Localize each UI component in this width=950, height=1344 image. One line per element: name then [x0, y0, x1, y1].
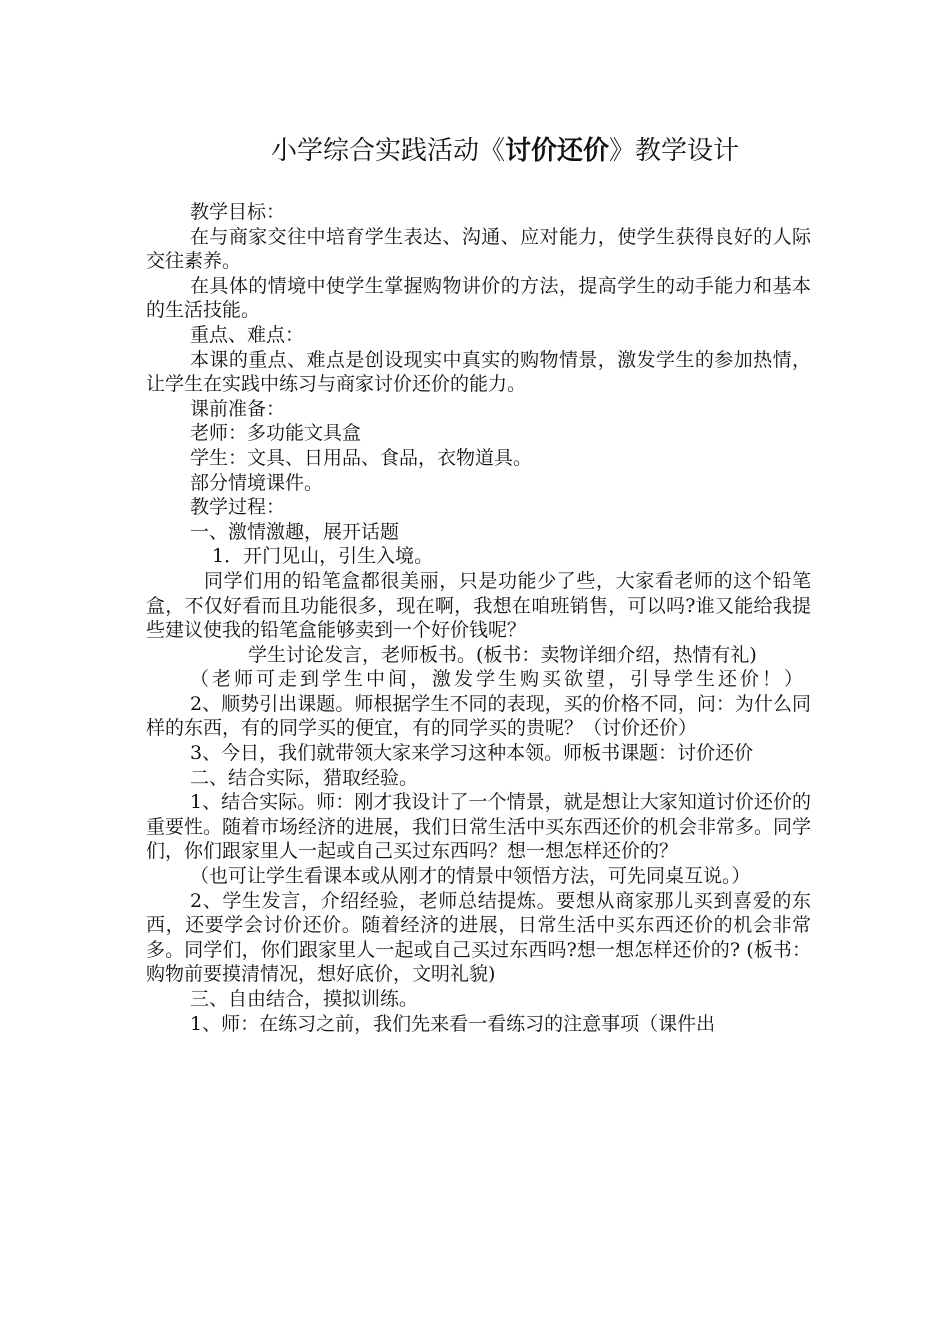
section-heading: 教学目标：	[190, 201, 286, 223]
paragraph: 学生讨论发言，老师板书。(板书：卖物详细介绍，热情有礼)	[248, 643, 757, 666]
paragraph: 2、顺势引出课题。师根据学生不同的表现，买的价格不同，问：为什么同样的东西，有的同学买的便宜，有的同学买的贵呢？（讨价还价）	[146, 692, 811, 740]
section-heading: 二、结合实际，猎取经验。	[190, 766, 419, 789]
title-prefix: 小学综合实践活动《	[270, 136, 505, 166]
paragraph: 老师：多功能文具盒	[190, 422, 362, 445]
title-emphasis: 讨价还价	[504, 136, 609, 166]
title-suffix: 》教学设计	[609, 136, 740, 166]
paragraph: 在具体的情境中使学生掌握购物讲价的方法，提高学生的动手能力和基本的生活技能。	[146, 274, 811, 322]
section-heading: 一、激情激趣，展开话题	[190, 520, 400, 543]
paragraph: 3、今日，我们就带领大家来学习这种本领。师板书课题：讨价还价	[190, 742, 754, 765]
section-heading: 教学过程：	[190, 496, 286, 519]
sub-heading: 1．开门见山，引生入境。	[212, 545, 434, 568]
paragraph: 在与商家交往中培育学生表达、沟通、应对能力，使学生获得良好的人际交往素养。	[146, 225, 811, 273]
section-heading: 重点、难点：	[190, 323, 305, 346]
paragraph: 本课的重点、难点是创设现实中真实的购物情景，激发学生的参加热情，让学生在实践中练习与商家讨价还价的能力。	[146, 348, 811, 396]
section-heading: 三、自由结合，摸拟训练。	[190, 988, 419, 1010]
section-heading: 课前准备：	[190, 397, 286, 420]
document-body	[146, 200, 811, 1036]
document-title	[0, 133, 950, 169]
paragraph: 学生：文具、日用品、食品，衣物道具。	[190, 446, 533, 469]
paragraph: 1、结合实际。师：刚才我设计了一个情景，就是想让大家知道讨价还价的重要性。随着市场经济的进展，我们日常生活中买东西还价的机会非常多。同学们，你们跟家里人一起或自己买过东西吗？想一想怎样还价的？	[146, 791, 812, 863]
paragraph: 同学们用的铅笔盒都很美丽，只是功能少了些，大家看老师的这个铅笔盒，不仅好看而且功能很多，现在啊，我想在咱班销售，可以吗?谁又能给我提些建议使我的铅笔盒能够卖到一个好价钱呢？	[146, 569, 811, 642]
paragraph: 部分情境课件。	[190, 471, 324, 494]
paragraph: （也可让学生看课本或从刚才的情景中领悟方法，可先同桌互说。）	[190, 865, 751, 888]
paragraph: 1、师：在练习之前，我们先来看一看练习的注意事项（课件出	[190, 1012, 716, 1035]
paragraph: 2、学生发言，介绍经验，老师总结提炼。要想从商家那儿买到喜爱的东西，还要学会讨价还价。随着经济的进展，日常生活中买东西还价的机会非常多。同学们，你们跟家里人一起或自己买过东西吗?想一想怎样还价的? (板书：购物前要摸清情况，想好底价，文明礼貌)	[146, 889, 811, 986]
paragraph: （老师可走到学生中间，激发学生购买欲望，引导学生还价！）	[190, 668, 807, 691]
